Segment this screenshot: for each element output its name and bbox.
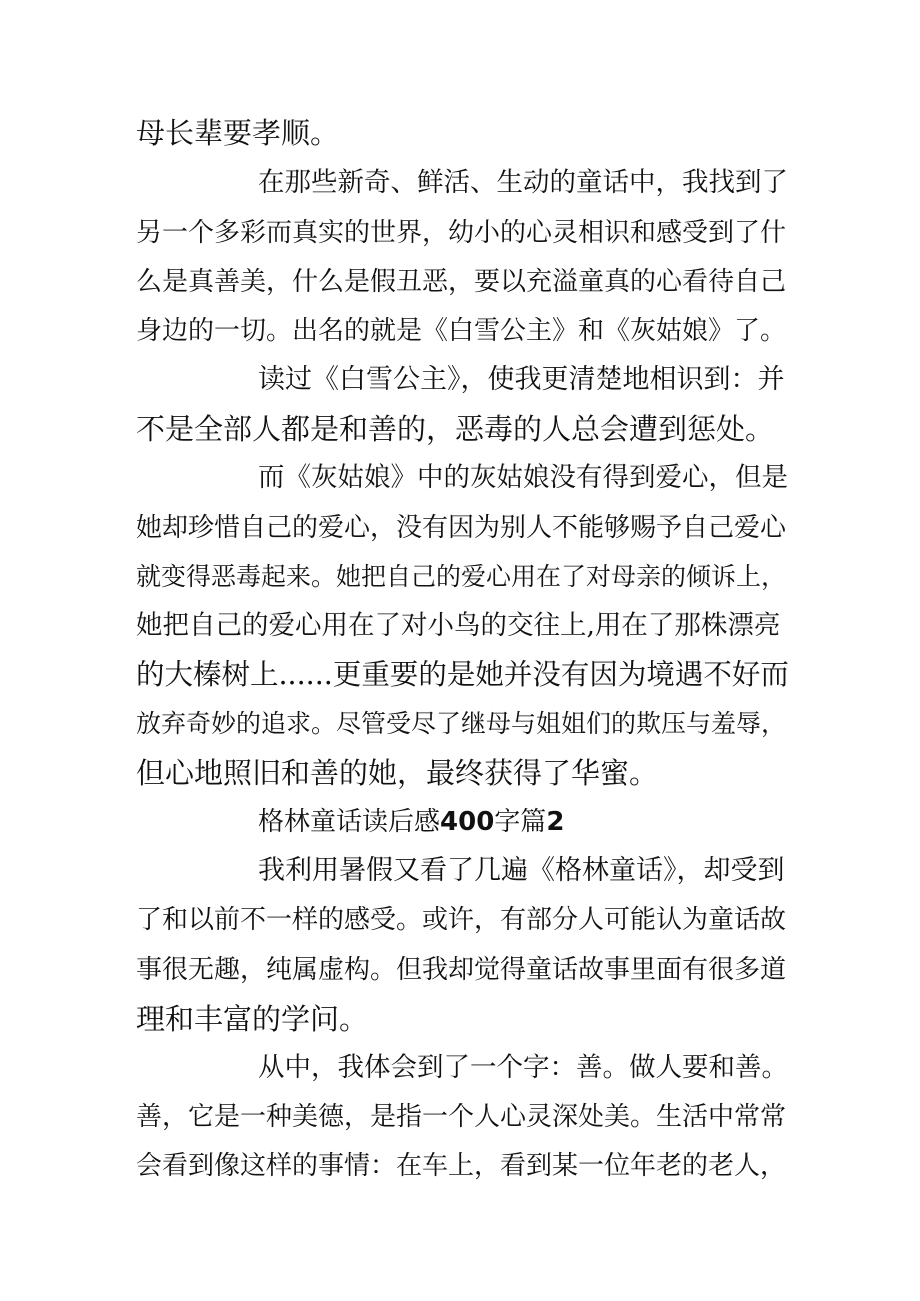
heading-number: 400 <box>440 807 495 837</box>
paragraph-line: 会看到像这样的事情：在车上，看到某一位年老的老人， <box>136 1151 787 1181</box>
paragraph-line: 身边的一切。出名的就是《白雪公主》和《灰姑娘》了。 <box>136 316 787 346</box>
paragraph-line: 她却珍惜自己的爱心，没有因为别人不能够赐予自己爱心 <box>136 513 787 543</box>
heading-index: 2 <box>546 807 565 837</box>
paragraph-line: 从中，我体会到了一个字：善。做人要和善。 <box>258 1052 788 1083</box>
paragraph-line: 就变得恶毒起来。她把自己的爱心用在了对母亲的倾诉上， <box>136 562 787 591</box>
paragraph-line: 理和丰富的学问。 <box>136 1002 369 1036</box>
paragraph-line: 不是全部人都是和善的，恶毒的人总会遭到惩处。 <box>136 412 775 446</box>
paragraph-line: 读过《白雪公主》，使我更清楚地相识到：并 <box>258 364 785 395</box>
paragraph-line: 的大榛树上......更重要的是她并没有因为境遇不好而 <box>136 658 789 691</box>
paragraph-line: 但心地照旧和善的她，最终获得了华蜜。 <box>136 756 659 790</box>
paragraph-line: 么是真善美，什么是假丑恶，要以充溢童真的心看待自己 <box>136 267 787 297</box>
paragraph-line: 事很无趣，纯属虚构。但我却觉得童话故事里面有很多道 <box>136 955 787 985</box>
paragraph-line: 了和以前不一样的感受。或许，有部分人可能认为童话故 <box>136 905 787 935</box>
heading-prefix: 格林童话读后感 <box>258 807 441 837</box>
heading-suffix: 字篇 <box>494 807 547 837</box>
paragraph-line: 她把自己的爱心用在了对小鸟的交往上,用在了那株漂亮 <box>136 610 781 641</box>
paragraph-line: 而《灰姑娘》中的灰姑娘没有得到爱心，但是 <box>258 462 788 493</box>
paragraph-line: 放弃奇妙的追求。尽管受尽了继母与姐姐们的欺压与羞辱， <box>136 709 787 738</box>
paragraph-line: 母长辈要孝顺。 <box>136 116 340 150</box>
paragraph-line: 我利用暑假又看了几遍《格林童话》，却受到 <box>258 855 785 886</box>
paragraph-line: 在那些新奇、鲜活、生动的童话中，我找到了 <box>258 167 788 198</box>
paragraph-line: 另一个多彩而真实的世界，幼小的心灵相识和感受到了什 <box>136 218 787 248</box>
paragraph-line: 善，它是一种美德，是指一个人心灵深处美。生活中常常 <box>136 1102 787 1132</box>
section-heading <box>258 802 564 842</box>
